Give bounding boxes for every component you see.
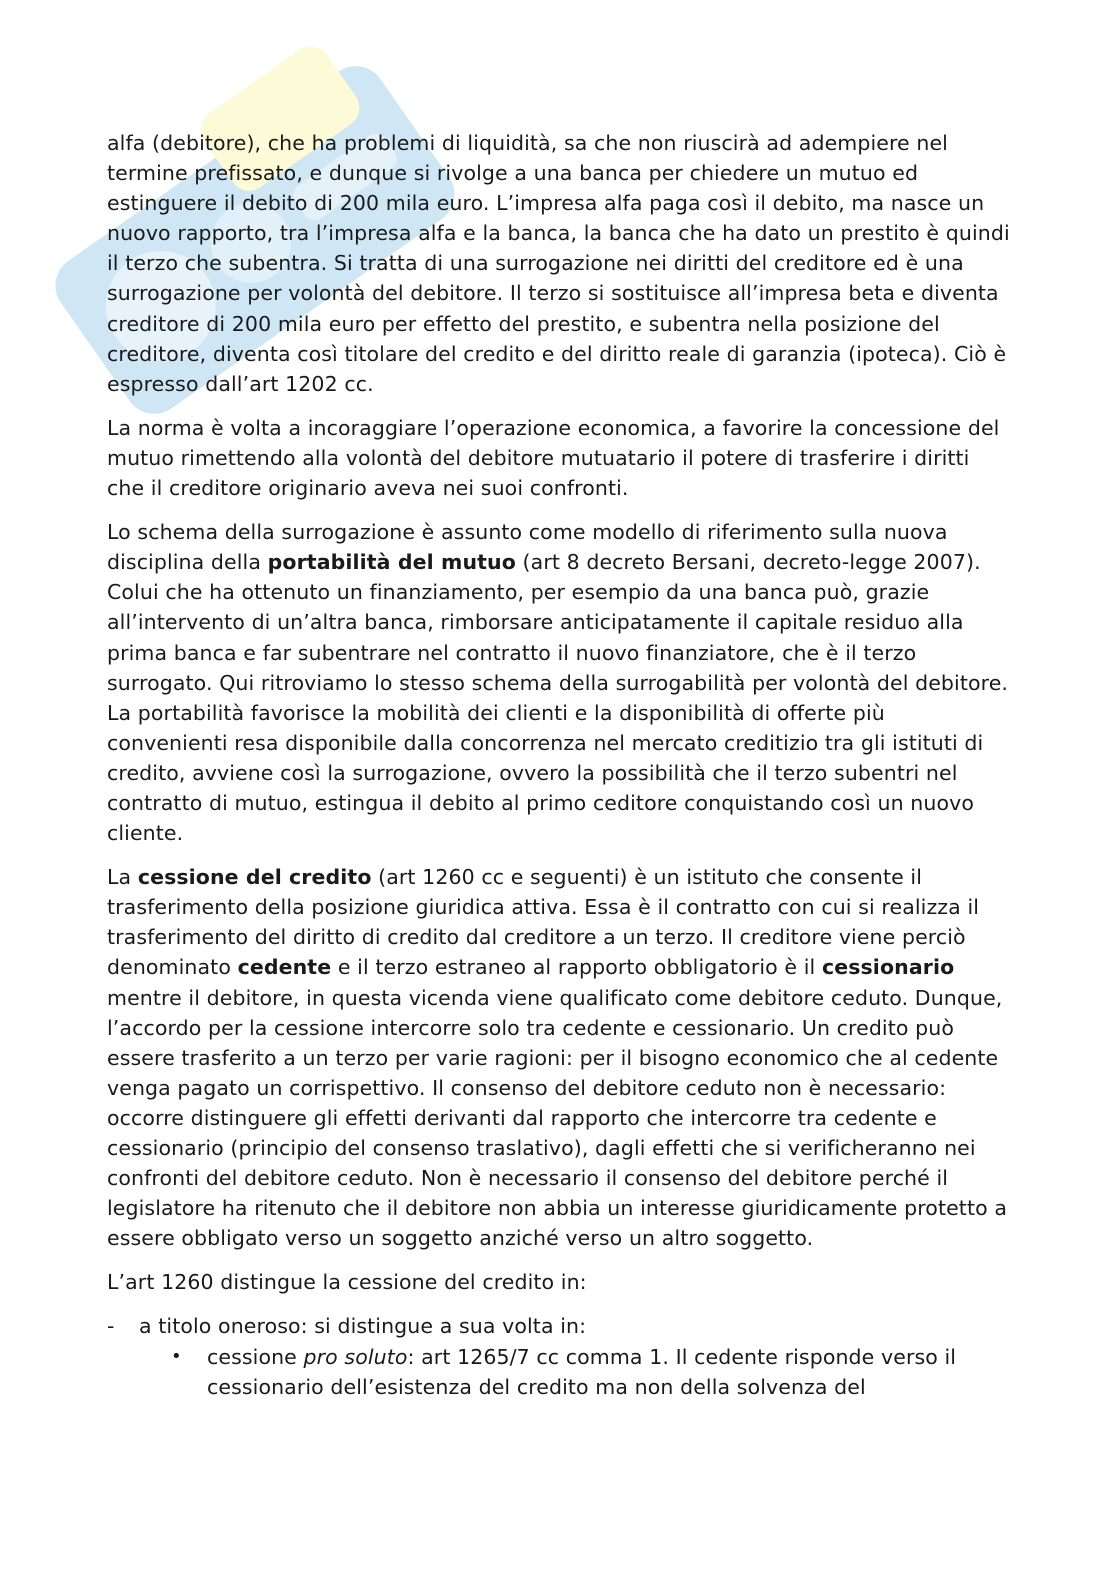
bullet-icon: • — [171, 1345, 182, 1367]
term-cessionario: cessionario — [821, 955, 955, 980]
term-pro-soluto: pro soluto — [303, 1344, 408, 1369]
dash-marker: - — [107, 1314, 115, 1339]
paragraph-cessione-del-credito — [107, 862, 1012, 1253]
list-item-titolo-oneroso — [107, 1311, 1012, 1401]
text-run: e il terzo estraneo al rapporto obbligatorio è il — [331, 955, 822, 980]
term-portabilita-del-mutuo: portabilità del mutuo — [267, 550, 516, 575]
text-run: (art 1260 cc e seguenti) è un istituto che consente il trasferimento della posizione giuridica attiva. Essa è il contratto con cui si realizza il trasferimento del diritto di credito dal creditore a un terzo. Il creditore viene perciò denominato — [107, 865, 980, 980]
text-run: Lo schema della surrogazione è assunto come modello di riferimento sulla nuova disciplina della — [107, 520, 948, 575]
list-item-pro-soluto — [107, 1342, 1012, 1402]
term-cedente: cedente — [237, 955, 332, 980]
paragraph-art-1260: L’art 1260 distingue la cessione del credito in: — [107, 1270, 587, 1295]
paragraph-norma: La norma è volta a incoraggiare l’operazione economica, a favorire la concessione del mutuo rimettendo alla volontà del debitore mutuatario il potere di trasferire i diritti che il creditore originario aveva nei suoi confronti. — [107, 415, 1000, 501]
text-run: : art 1265/7 cc comma 1. Il cedente risponde verso il cessionario dell’esistenza del credito ma non della solvenza del — [207, 1344, 957, 1399]
document-page — [107, 128, 1012, 1402]
paragraph-surrogazione-esempio: alfa (debitore), che ha problemi di liquidità, sa che non riuscirà ad adempiere nel termine prefissato, e dunque si rivolge a una banca per chiedere un mutuo ed estinguere il debito di 200 mila euro. L’impresa alfa paga così il debito, ma nasce un nuovo rapporto, tra l’impresa alfa e la banca, la banca che ha dato un prestito è quindi il terzo che subentra. Si tratta di una surrogazione nei diritti del creditore ed è una surrogazione per volontà del debitore. Il terzo si sostituisce all’impresa beta e diventa creditore di 200 mila euro per effetto del prestito, e subentra nella posizione del creditore, diventa così titolare del credito e del diritto reale di garanzia (ipoteca). Ciò è espresso dall’art 1202 cc. — [107, 131, 1010, 396]
term-cessione-del-credito: cessione del credito — [137, 865, 372, 890]
text-run: cessione — [207, 1344, 304, 1369]
bullet-list — [139, 1342, 1012, 1402]
dash-list — [107, 1311, 1012, 1401]
paragraph-portabilita — [107, 517, 1012, 848]
text-run: La — [107, 865, 138, 890]
list-item-text: a titolo oneroso: si distingue a sua volta in: — [139, 1314, 587, 1339]
text-run: mentre il debitore, in questa vicenda viene qualificato come debitore ceduto. Dunque, l’accordo per la cessione intercorre solo tra cedente e cessionario. Un credito può essere trasferito a un terzo per varie ragioni: per il bisogno economico che al cedente venga pagato un corrispettivo. Il consenso del debitore ceduto non è necessario: occorre distinguere gli effetti derivanti dal rapporto che intercorre tra cedente e cessionario (principio del consenso traslativo), dagli effetti che si verificheranno nei confronti del debitore ceduto. Non è necessario il consenso del debitore perché il legislatore ha ritenuto che il debitore non abbia un interesse giuridicamente protetto a essere obbligato verso un soggetto anziché verso un altro soggetto. — [107, 985, 1007, 1251]
text-run: (art 8 decreto Bersani, decreto-legge 2007). Colui che ha ottenuto un finanziamento, per esempio da una banca può, grazie all’intervento di un’altra banca, rimborsare anticipatamente il capitale residuo alla prima banca e far subentrare nel contratto il nuovo finanziatore, che è il terzo surrogato. Qui ritroviamo lo stesso schema della surrogabilità per volontà del debitore. La portabilità favorisce la mobilità dei clienti e la disponibilità di offerte più convenienti resa disponibile dalla concorrenza nel mercato creditizio tra gli istituti di credito, avviene così la surrogazione, ovvero la possibilità che il terzo subentri nel contratto di mutuo, estingua il debito al primo ceditore conquistando così un nuovo cliente. — [107, 550, 1009, 846]
